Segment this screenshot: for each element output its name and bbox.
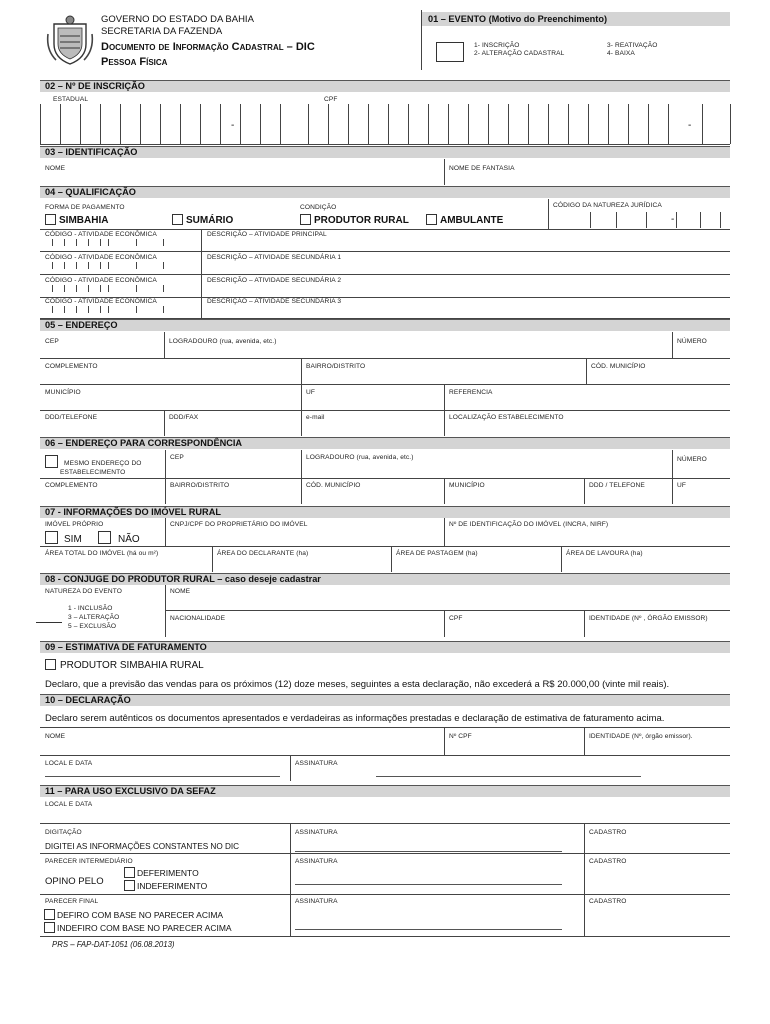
digit-tick: [163, 239, 164, 246]
section-08-header: 08 - CONJUGE DO PRODUTOR RURAL – caso deseje cadastrar: [40, 573, 730, 585]
mesmo-endereco-label-1: MESMO ENDEREÇO DO: [64, 460, 142, 467]
label-descricao-atividade: DESCRIÇÃO – ATIVIDADE SECUNDÁRIA 3: [207, 298, 342, 305]
section-06-header: 06 – ENDEREÇO PARA CORRESPONDÊNCIA: [40, 437, 730, 449]
label-sefaz-local-data: LOCAL E DATA: [45, 801, 93, 808]
identificacao-imovel-field[interactable]: [445, 530, 730, 545]
natureza-dash: -: [671, 214, 675, 225]
label-nome: NOME: [45, 165, 66, 172]
indefiro-checkbox[interactable]: [44, 922, 55, 933]
section-03-header: 03 – IDENTIFICAÇÃO: [40, 146, 730, 158]
digit-tick: [76, 239, 77, 246]
label-parecer-final-assinatura: ASSINATURA: [295, 898, 338, 905]
digit-separator: [80, 104, 81, 144]
produtor-simbahia-rural-checkbox[interactable]: [45, 659, 56, 670]
indeferimento-checkbox[interactable]: [124, 880, 135, 891]
digit-tick: [64, 285, 65, 292]
label-fax: DDD/FAX: [169, 414, 199, 421]
conjuge-alteracao: 3 – ALTERAÇÃO: [68, 614, 120, 621]
label-local-data: LOCAL E DATA: [45, 760, 93, 767]
digit-separator: [120, 104, 121, 144]
digit-separator: [702, 104, 703, 144]
digit-separator: [528, 104, 529, 144]
digit-tick: [108, 239, 109, 246]
label-conjuge-cpf: CPF: [449, 615, 463, 622]
label-conjuge-identidade: IDENTIDADE (Nº , ÓRGÃO EMISSOR): [589, 615, 708, 622]
digit-separator: [428, 104, 429, 144]
label-codigo-atividade: CÓDIGO - ATIVIDADE ECONÔMICA: [45, 298, 157, 305]
label-assinatura: ASSINATURA: [295, 760, 338, 767]
digit-separator: [646, 212, 647, 228]
government-name: GOVERNO DO ESTADO DA BAHIA: [101, 14, 254, 25]
event-code-input[interactable]: [436, 42, 464, 62]
inscricao-dash: -: [231, 120, 235, 131]
department-name: SECRETARIA DA FAZENDA: [101, 26, 223, 37]
event-option-3: 3- REATIVAÇÃO: [607, 42, 658, 49]
section-11-header: 11 – PARA USO EXCLUSIVO DA SEFAZ: [40, 785, 730, 797]
codigo-atividade-secundaria-3-field[interactable]: [45, 308, 195, 318]
label-natureza-evento: NATUREZA DO EVENTO: [45, 588, 123, 595]
digit-tick: [52, 306, 53, 313]
digit-tick: [52, 239, 53, 246]
digit-separator: [648, 104, 649, 144]
label-corresp-complemento: COMPLEMENTO: [45, 482, 98, 489]
label-descricao-atividade: DESCRIÇÃO – ATIVIDADE SECUNDÁRIA 2: [207, 277, 342, 284]
label-municipio: MUNICÍPIO: [45, 389, 81, 396]
nome-field[interactable]: [40, 172, 444, 186]
mesmo-endereco-checkbox[interactable]: [45, 455, 58, 468]
ambulante-checkbox[interactable]: [426, 214, 437, 225]
label-condicao: CONDIÇÃO: [300, 204, 337, 211]
label-identificacao-imovel: Nº DE IDENTIFICAÇÃO DO IMÓVEL (INCRA, NIRF): [449, 521, 609, 528]
label-parecer-inter-assinatura: ASSINATURA: [295, 858, 338, 865]
label-digitacao-cadastro: CADASTRO: [589, 829, 627, 836]
digit-separator: [468, 104, 469, 144]
digit-tick: [88, 285, 89, 292]
digit-separator: [588, 104, 589, 144]
label-complemento: COMPLEMENTO: [45, 363, 98, 370]
digit-tick: [100, 306, 101, 313]
section-05-header: 05 – ENDEREÇO: [40, 319, 730, 331]
state-coat-of-arms: [46, 14, 94, 66]
sumario-checkbox[interactable]: [172, 214, 183, 225]
produtor-rural-label: PRODUTOR RURAL: [314, 215, 409, 226]
digit-tick: [76, 262, 77, 269]
digit-tick: [136, 239, 137, 246]
label-parecer-final: PARECER FINAL: [45, 898, 99, 905]
natureza-evento-input[interactable]: [36, 611, 62, 623]
digit-tick: [163, 262, 164, 269]
label-estadual: ESTADUAL: [53, 96, 89, 103]
descricao-atividade-principal-field[interactable]: [202, 241, 730, 251]
label-descricao-atividade: DESCRIÇÃO – ATIVIDADE SECUNDÁRIA 1: [207, 254, 342, 261]
descricao-atividade-secundaria-2-field[interactable]: [202, 287, 730, 297]
descricao-atividade-secundaria-1-field[interactable]: [202, 264, 730, 274]
digit-tick: [100, 262, 101, 269]
digit-separator: [676, 212, 677, 228]
digit-separator: [408, 104, 409, 144]
simbahia-label: SIMBAHIA: [59, 215, 109, 226]
label-corresp-numero: NÚMERO: [677, 456, 707, 463]
document-title: Documento de Informação Cadastral – DIC: [101, 41, 315, 53]
digit-separator: [240, 104, 241, 144]
digit-separator: [308, 104, 309, 144]
event-option-4: 4- BAIXA: [607, 50, 635, 57]
section-07-header: 07 - INFORMAÇÕES DO IMÓVEL RURAL: [40, 506, 730, 518]
produtor-simbahia-rural-label: PRODUTOR SIMBAHIA RURAL: [60, 660, 204, 671]
label-corresp-cod-municipio: CÓD. MUNICÍPIO: [306, 482, 361, 489]
label-referencia: REFERENCIA: [449, 389, 493, 396]
label-cnpj-proprietario: CNPJ/CPF DO PROPRIETÁRIO DO IMÓVEL: [170, 521, 308, 528]
label-uf: UF: [306, 389, 315, 396]
label-corresp-municipio: MUNICÍPIO: [449, 482, 485, 489]
digit-separator: [668, 104, 669, 144]
digit-separator: [348, 104, 349, 144]
event-option-1: 1- INSCRIÇÃO: [474, 42, 520, 49]
digit-separator: [488, 104, 489, 144]
digit-separator: [100, 104, 101, 144]
codigo-atividade-secundaria-2-field[interactable]: [45, 287, 195, 297]
digit-tick: [163, 285, 164, 292]
digit-separator: [220, 104, 221, 144]
ambulante-label: AMBULANTE: [440, 215, 504, 226]
digitacao-assinatura-line[interactable]: [295, 851, 562, 852]
label-declarante-nome: NOME: [45, 733, 66, 740]
digit-tick: [64, 262, 65, 269]
digit-separator: [608, 104, 609, 144]
digit-tick: [76, 306, 77, 313]
imovel-nao-label: NÃO: [118, 534, 140, 545]
digit-separator: [548, 104, 549, 144]
label-email: e-mail: [306, 414, 325, 421]
label-localizacao: LOCALIZAÇÃO ESTABELECIMENTO: [449, 414, 564, 421]
digit-separator: [140, 104, 141, 144]
digit-tick: [136, 262, 137, 269]
event-title: 01 – EVENTO (Motivo do Preenchimento): [422, 12, 730, 26]
label-conjuge-nome: NOME: [170, 588, 191, 595]
digit-tick: [108, 285, 109, 292]
label-parecer-final-cadastro: CADASTRO: [589, 898, 627, 905]
form-code-footer: PRS – FAP-DAT-1051 (06.08.2013): [52, 940, 175, 949]
digit-tick: [64, 239, 65, 246]
descricao-atividade-secundaria-3-field[interactable]: [202, 308, 730, 318]
label-descricao-atividade: DESCRIÇÃO – ATIVIDADE PRINCIPAL: [207, 231, 327, 238]
digit-tick: [136, 306, 137, 313]
codigo-atividade-principal-field[interactable]: [45, 241, 195, 251]
parecer-inter-assinatura-line[interactable]: [295, 884, 562, 885]
label-nome-fantasia: NOME DE FANTASIA: [449, 165, 515, 172]
codigo-atividade-secundaria-1-field[interactable]: [45, 264, 195, 274]
deferimento-label: DEFERIMENTO: [137, 868, 199, 878]
label-declarante-identidade: IDENTIDADE (Nº, órgão emissor).: [589, 733, 693, 740]
conjuge-inclusao: 1 - INCLUSÃO: [68, 605, 113, 612]
label-codigo-atividade: CÓDIGO - ATIVIDADE ECONÔMICA: [45, 277, 157, 284]
label-natureza-juridica: CÓDIGO DA NATUREZA JURÍDICA: [553, 202, 662, 209]
digit-tick: [88, 239, 89, 246]
digit-separator: [616, 212, 617, 228]
nome-fantasia-field[interactable]: [445, 172, 730, 186]
digit-separator: [388, 104, 389, 144]
inscricao-estadual-field[interactable]: [40, 104, 316, 144]
label-area-declarante: ÁREA DO DECLARANTE (ha): [217, 550, 309, 557]
label-telefone: DDD/TELEFONE: [45, 414, 98, 421]
sumario-label: SUMÁRIO: [186, 215, 234, 226]
section-10-header: 10 – DECLARAÇÃO: [40, 694, 730, 706]
cpf-dash: -: [688, 120, 692, 131]
digit-tick: [88, 306, 89, 313]
section-02-header: 02 – Nº DE INSCRIÇÃO: [40, 80, 730, 92]
digit-separator: [60, 104, 61, 144]
label-cpf-inscricao: CPF: [324, 96, 338, 103]
digit-separator: [260, 104, 261, 144]
defiro-label: DEFIRO COM BASE NO PARECER ACIMA: [57, 910, 224, 920]
digit-separator: [720, 212, 721, 228]
digit-tick: [136, 285, 137, 292]
digit-separator: [448, 104, 449, 144]
digit-separator: [280, 104, 281, 144]
label-parecer-inter-cadastro: CADASTRO: [589, 858, 627, 865]
label-corresp-logradouro: LOGRADOURO (rua, avenida, etc.): [306, 454, 414, 461]
section-09-header: 09 – ESTIMATIVA DE FATURAMENTO: [40, 641, 730, 653]
parecer-final-assinatura-line[interactable]: [295, 929, 562, 930]
label-corresp-telefone: DDD / TELEFONE: [589, 482, 645, 489]
deferimento-checkbox[interactable]: [124, 867, 135, 878]
mesmo-endereco-label-2: ESTABELECIMENTO: [60, 469, 126, 476]
label-area-lavoura: ÁREA DE LAVOURA (ha): [566, 550, 643, 557]
digit-tick: [108, 306, 109, 313]
label-area-pastagem: ÁREA DE PASTAGEM (ha): [396, 550, 478, 557]
digit-separator: [200, 104, 201, 144]
digit-tick: [108, 262, 109, 269]
defiro-checkbox[interactable]: [44, 909, 55, 920]
label-digitacao-assinatura: ASSINATURA: [295, 829, 338, 836]
label-cep: CEP: [45, 338, 59, 345]
event-option-2: 2- ALTERAÇÃO CADASTRAL: [474, 50, 565, 57]
opino-pelo-label: OPINO PELO: [45, 876, 104, 887]
section-04-header: 04 – QUALIFICAÇÃO: [40, 186, 730, 198]
local-data-line[interactable]: [45, 776, 280, 777]
digit-separator: [590, 212, 591, 228]
label-corresp-cep: CEP: [170, 454, 184, 461]
label-corresp-uf: UF: [677, 482, 686, 489]
imovel-nao-checkbox[interactable]: [98, 531, 111, 544]
digitei-statement: DIGITEI AS INFORMAÇÕES CONSTANTES NO DIC: [45, 842, 240, 851]
digit-separator: [700, 212, 701, 228]
digit-separator: [328, 104, 329, 144]
imovel-sim-label: SIM: [64, 534, 82, 545]
digit-separator: [40, 104, 41, 144]
digit-separator: [730, 104, 731, 144]
digit-separator: [568, 104, 569, 144]
digit-separator: [628, 104, 629, 144]
produtor-rural-checkbox[interactable]: [300, 214, 311, 225]
document-subtitle: Pessoa Física: [101, 56, 168, 68]
label-codigo-atividade: CÓDIGO - ATIVIDADE ECONÔMICA: [45, 231, 157, 238]
digit-separator: [180, 104, 181, 144]
label-imovel-proprio: IMÓVEL PRÓPRIO: [45, 521, 104, 528]
digit-tick: [100, 239, 101, 246]
label-digitacao: DIGITAÇÃO: [45, 829, 82, 836]
digit-tick: [88, 262, 89, 269]
label-cod-municipio: CÓD. MUNICÍPIO: [591, 363, 646, 370]
assinatura-line[interactable]: [376, 776, 641, 777]
autenticidade-declaration: Declaro serem autênticos os documentos apresentados e verdadeiras as informações prestadas e declaração de estimativa de faturamento acima.: [45, 713, 665, 724]
conjuge-exclusao: 5 – EXCLUSÃO: [68, 623, 117, 630]
label-codigo-atividade: CÓDIGO - ATIVIDADE ECONÔMICA: [45, 254, 157, 261]
digit-tick: [64, 306, 65, 313]
digit-tick: [52, 285, 53, 292]
digit-tick: [76, 285, 77, 292]
label-area-total: ÁREA TOTAL DO IMÓVEL (há ou m²): [45, 550, 159, 557]
digit-tick: [100, 285, 101, 292]
indeferimento-label: INDEFERIMENTO: [137, 881, 208, 891]
digit-separator: [368, 104, 369, 144]
label-bairro: BAIRRO/DISTRITO: [306, 363, 366, 370]
label-numero: NÚMERO: [677, 338, 707, 345]
label-corresp-bairro: BAIRRO/DISTRITO: [170, 482, 230, 489]
label-forma-pagamento: FORMA DE PAGAMENTO: [45, 204, 125, 211]
cnpj-proprietario-field[interactable]: [166, 530, 443, 545]
digit-tick: [163, 306, 164, 313]
estimativa-declaration: Declaro, que a previsão das vendas para os próximos (12) doze meses, seguintes a esta declaração, não excederá a R$ 20.000,00 (vinte mil reais).: [45, 679, 670, 690]
digit-separator: [508, 104, 509, 144]
label-parecer-intermediario: PARECER INTERMEDIÁRIO: [45, 858, 133, 865]
imovel-sim-checkbox[interactable]: [45, 531, 58, 544]
label-logradouro: LOGRADOURO (rua, avenida, etc.): [169, 338, 277, 345]
digit-separator: [160, 104, 161, 144]
simbahia-checkbox[interactable]: [45, 214, 56, 225]
label-nacionalidade: NACIONALIDADE: [170, 615, 226, 622]
digit-tick: [52, 262, 53, 269]
label-declarante-cpf: Nº CPF: [449, 733, 472, 740]
indefiro-label: INDEFIRO COM BASE NO PARECER ACIMA: [57, 923, 232, 933]
